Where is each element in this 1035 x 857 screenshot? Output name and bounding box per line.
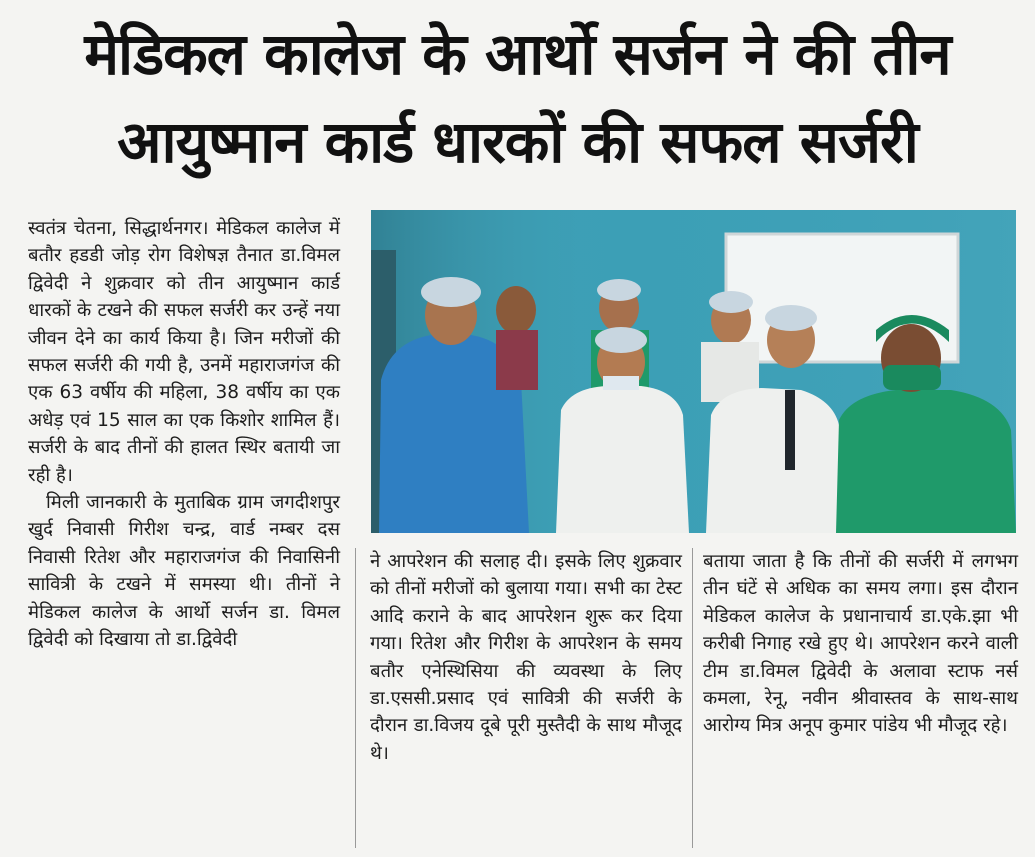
column-2-paragraph-1: ने आपरेशन की सलाह दी। इसके लिए शुक्रवार को तीनों मरीजों को बुलाया गया। सभी का टेस्ट आदि कराने के बाद आपरेशन शुरू कर दिया गया। रितेश और गिरीश के आपरेशन के समय बतौर एनेस्थिसिया की व्यवस्था के लिए डा.एससी.प्रसाद एवं सावित्री की सर्जरी के दौरान डा.विजय दूबे पूरी मुस्तैदी के साथ मौजूद थे। [370, 551, 682, 764]
headline [0, 10, 1035, 186]
column-divider [692, 548, 693, 848]
article-column-1 [28, 215, 340, 654]
column-1-paragraph-2: मिली जानकारी के मुताबिक ग्राम जगदीशपुर खुर्द निवासी गिरीश चन्द्र, वार्ड नम्बर दस निवासी रितेश और महाराजगंज की निवासिनी सावित्री के टखने में समस्या थी। तीनों ने मेडिकल कालेज के आर्थो सर्जन डा. विमल द्विवेदी को दिखाया तो डा.द्विवेदी [28, 492, 340, 651]
group-photo-medical-team-icon [371, 210, 1016, 533]
article-column-3 [703, 548, 1018, 740]
headline-line-2: आयुष्मान कार्ड धारकों की सफल सर्जरी [117, 108, 918, 176]
column-1-paragraph-1: स्वतंत्र चेतना, सिद्धार्थनगर। मेडिकल कालेज में बतौर हडडी जोड़ रोग विशेषज्ञ तैनात डा.विमल द्विवेदी ने शुक्रवार को तीन आयुष्मान कार्ड धारकों के टखने की सफल सर्जरी कर उन्हें नया जीवन देने का कार्य किया है। जिन मरीजों की सफल सर्जरी की गयी है, उनमें महाराजगंज की एक 63 वर्षीय की महिला, 38 वर्षीय का एक अधेड़ एवं 15 साल का एक किशोर शामिल हैं। सर्जरी के बाद तीनों की हालत स्थिर बतायी जा रही है। [28, 218, 340, 486]
news-photo [371, 210, 1016, 533]
column-divider [355, 548, 356, 848]
headline-line-1: मेडिकल कालेज के आर्थो सर्जन ने की तीन [84, 20, 951, 88]
column-3-paragraph-1: बताया जाता है कि तीनों की सर्जरी में लगभग तीन घंटें से अधिक का समय लगा। इस दौरान मेडिकल कालेज के प्रधानाचार्य डा.एके.झा भी करीबी निगाह रखे हुए थे। आपरेशन करने वाली टीम डा.विमल द्विवेदी के अलावा स्टाफ नर्स कमला, रेनू, नवीन श्रीवास्तव के साथ-साथ आरोग्य मित्र अनूप कुमार पांडेय भी मौजूद रहे। [703, 551, 1018, 737]
article-column-2 [370, 548, 682, 767]
